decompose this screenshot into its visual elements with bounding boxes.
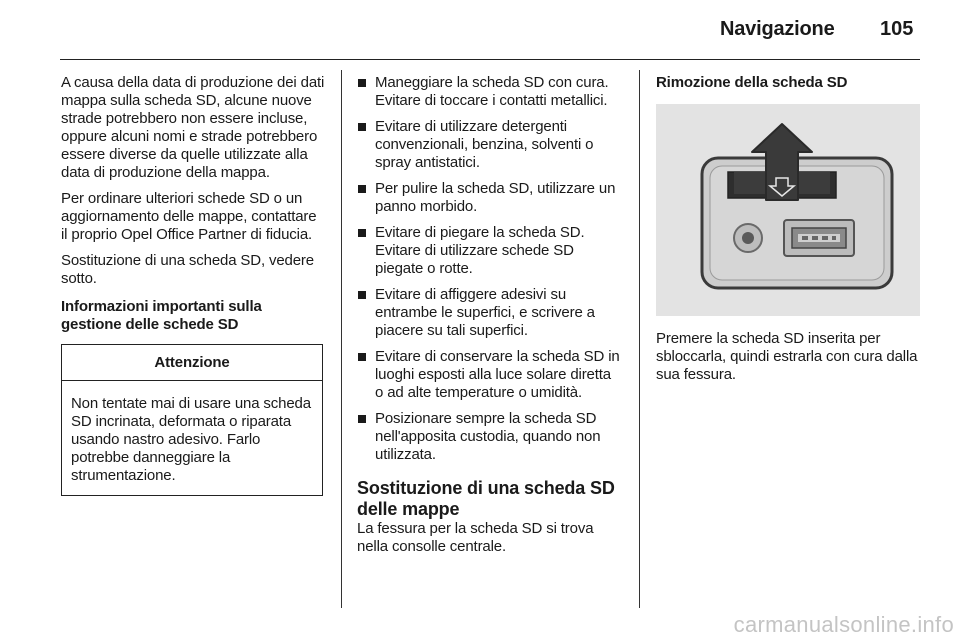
column-divider-1 — [341, 70, 342, 608]
figure-heading: Rimozione della scheda SD — [656, 74, 848, 91]
paragraph: Per ordinare ulteriori schede SD o un aggiornamento delle mappe, contattare il proprio Opel Office Partner di fiducia. — [61, 190, 317, 243]
section-text: La fessura per la scheda SD si trova nella consolle centrale. — [357, 520, 594, 555]
list-item — [357, 348, 623, 402]
sd-card-removal-illustration — [656, 104, 920, 316]
header-rule — [60, 59, 920, 60]
page-number: 105 — [880, 18, 914, 40]
list-item — [357, 74, 623, 110]
list-item-text: Evitare di piegare la scheda SD. Evitare di utilizzare schede SD piegate o rotte. — [375, 224, 585, 277]
callout-body: Non tentate mai di usare una scheda SD incrinata, deformata o riparata usando nastro adesivo. Farlo potrebbe danneggiare la strumentazione. — [71, 395, 311, 484]
page-header-title: Navigazione — [720, 18, 835, 40]
column-divider-2 — [639, 70, 640, 608]
subheading: Informazioni importanti sulla gestione delle schede SD — [61, 298, 262, 333]
sd-slot-diagram-icon — [656, 104, 920, 316]
paragraph: Sostituzione di una scheda SD, vedere sotto. — [61, 252, 314, 287]
bullet-square-icon — [358, 229, 366, 237]
list-item — [357, 118, 623, 172]
bullet-square-icon — [358, 185, 366, 193]
list-item — [357, 224, 623, 278]
bullet-square-icon — [358, 415, 366, 423]
bullet-square-icon — [358, 79, 366, 87]
bullet-list — [357, 74, 623, 464]
figure-caption: Premere la scheda SD inserita per sbloccarla, quindi estrarla con cura dalla sua fessura. — [656, 330, 918, 383]
warning-callout — [61, 344, 323, 496]
list-item-text: Evitare di conservare la scheda SD in luoghi esposti alla luce solare diretta o ad alte temperature o umidità. — [375, 348, 620, 401]
bullet-square-icon — [358, 123, 366, 131]
callout-title: Attenzione — [62, 345, 322, 381]
column-middle — [357, 74, 623, 564]
watermark: carmanualsonline.info — [733, 612, 954, 637]
list-item — [357, 180, 623, 216]
list-item — [357, 410, 623, 464]
list-item-text: Maneggiare la scheda SD con cura. Evitare di toccare i contatti metallici. — [375, 74, 609, 109]
bullet-square-icon — [358, 353, 366, 361]
section-title: Sostituzione di una scheda SD delle mappe — [357, 478, 615, 519]
list-item — [357, 286, 623, 340]
bullet-square-icon — [358, 291, 366, 299]
list-item-text: Per pulire la scheda SD, utilizzare un panno morbido. — [375, 180, 616, 215]
paragraph: A causa della data di produzione dei dati mappa sulla scheda SD, alcune nuove strade potrebbero non essere incluse, oppure alcuni nomi e strade potrebbero essere diverse da quelle utilizzate alla data di produzione della mappa. — [61, 74, 325, 181]
column-right — [656, 74, 920, 392]
column-left — [61, 74, 325, 496]
list-item-text: Posizionare sempre la scheda SD nell'apposita custodia, quando non utilizzata. — [375, 410, 601, 463]
list-item-text: Evitare di utilizzare detergenti convenzionali, benzina, solventi o spray antistatici. — [375, 118, 594, 171]
list-item-text: Evitare di affiggere adesivi su entrambe le superfici, e scrivere a piacere su tali superfici. — [375, 286, 595, 339]
